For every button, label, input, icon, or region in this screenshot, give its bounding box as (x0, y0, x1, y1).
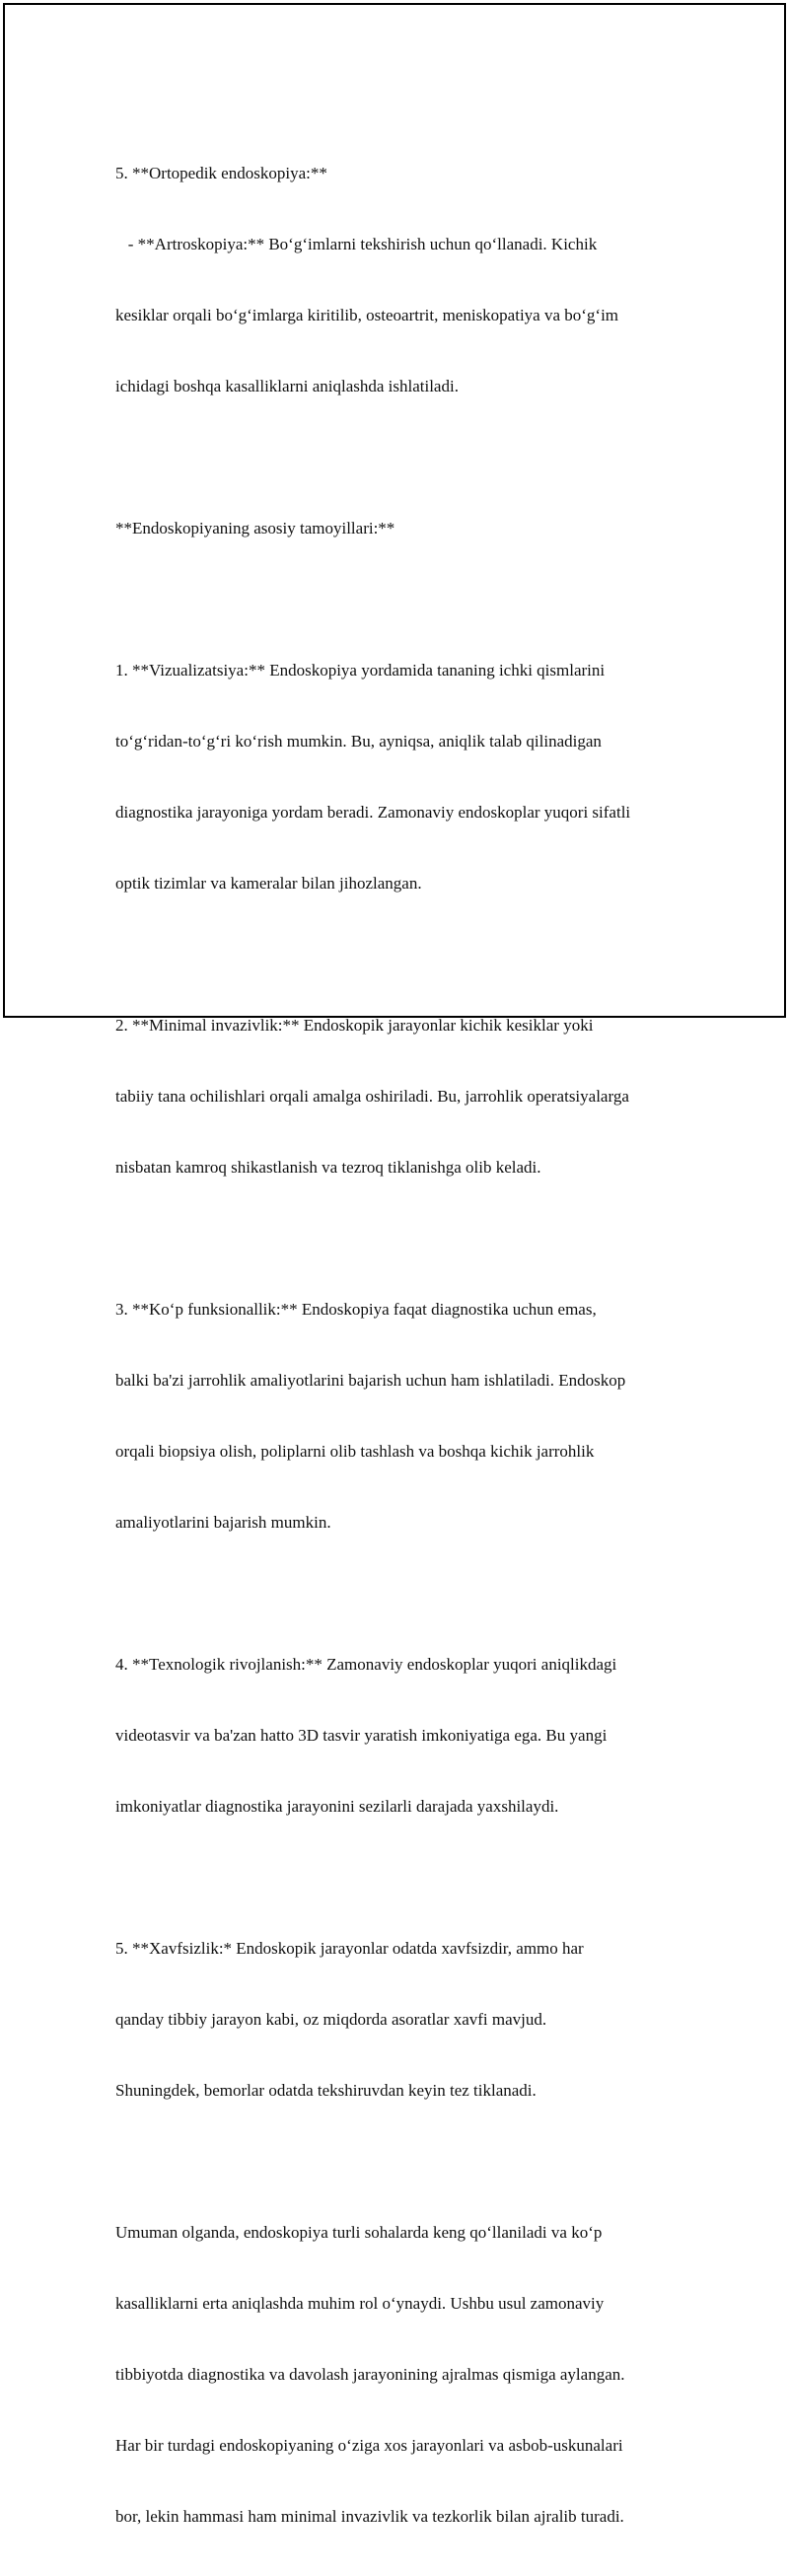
text-line: 3. **Ko‘p funksionallik:** Endoskopiya faqat diagnostika uchun emas, (115, 1300, 597, 1319)
text-line: to‘g‘ridan-to‘g‘ri ko‘rish mumkin. Bu, ayniqsa, aniqlik talab qilinadigan (115, 732, 602, 751)
text-line: Umuman olganda, endoskopiya turli sohalarda keng qo‘llaniladi va ko‘p (115, 2223, 603, 2242)
paragraph-xavfsizlik (115, 1890, 707, 2150)
text-line: - **Artroskopiya:** Bo‘g‘imlarni tekshirish uchun qo‘llanadi. Kichik (115, 235, 598, 253)
text-line: qanday tibbiy jarayon kabi, oz miqdorda asoratlar xavfi mavjud. (115, 2010, 547, 2029)
text-line: kasalliklarni erta aniqlashda muhim rol o‘ynaydi. Ushbu usul zamonaviy (115, 2294, 605, 2313)
document-body (115, 114, 707, 2576)
paragraph-texnologik-rivojlanish (115, 1606, 707, 1866)
paragraph-minimal-invazivlik (115, 966, 707, 1227)
text-line: imkoniyatlar diagnostika jarayonini sezilarli darajada yaxshilaydi. (115, 1797, 559, 1816)
paragraph-ortopedik-endoskopiya (115, 114, 707, 446)
section-heading (115, 469, 707, 588)
text-line: 5. **Xavfsizlik:* Endoskopik jarayonlar odatda xavfsizdir, ammo har (115, 1939, 584, 1958)
text-line: 1. **Vizualizatsiya:** Endoskopiya yordamida tananing ichki qismlarini (115, 661, 606, 680)
text-line: kesiklar orqali bo‘g‘imlarga kiritilib, osteoartrit, meniskopatiya va bo‘g‘im (115, 306, 619, 324)
text-line: amaliyotlarini bajarish mumkin. (115, 1513, 331, 1532)
text-line: optik tizimlar va kameralar bilan jihozlangan. (115, 874, 422, 893)
text-line: orqali biopsiya olish, poliplarni olib tashlash va boshqa kichik jarrohlik (115, 1442, 595, 1461)
text-line: diagnostika jarayoniga yordam beradi. Zamonaviy endoskoplar yuqori sifatli (115, 803, 631, 822)
text-line: tabiiy tana ochilishlari orqali amalga oshiriladi. Bu, jarrohlik operatsiyalarga (115, 1087, 629, 1106)
text-line: balki ba'zi jarrohlik amaliyotlarini bajarish uchun ham ishlatiladi. Endoskop (115, 1371, 626, 1390)
paragraph-vizualizatsiya (115, 611, 707, 943)
text-line: videotasvir va ba'zan hatto 3D tasvir yaratish imkoniyatiga ega. Bu yangi (115, 1726, 608, 1745)
text-line: bor, lekin hammasi ham minimal invazivlik va tezkorlik bilan ajralib turadi. (115, 2507, 624, 2526)
text-line: tibbiyotda diagnostika va davolash jarayonining ajralmas qismiga aylangan. (115, 2365, 625, 2384)
paragraph-kop-funksionallik (115, 1251, 707, 1582)
paragraph-conclusion (115, 2174, 707, 2576)
text-line: 2. **Minimal invazivlik:** Endoskopik jarayonlar kichik kesiklar yoki (115, 1016, 594, 1035)
text-line: Har bir turdagi endoskopiyaning o‘ziga xos jarayonlari va asbob-uskunalari (115, 2436, 623, 2455)
text-line: 4. **Texnologik rivojlanish:** Zamonaviy endoskoplar yuqori aniqlikdagi (115, 1655, 617, 1674)
text-line: Shuningdek, bemorlar odatda tekshiruvdan keyin tez tiklanadi. (115, 2081, 537, 2100)
text-line: ichidagi boshqa kasalliklarni aniqlashda ishlatiladi. (115, 377, 459, 395)
text-line: **Endoskopiyaning asosiy tamoyillari:** (115, 519, 395, 537)
text-line: 5. **Ortopedik endoskopiya:** (115, 164, 327, 182)
text-line: nisbatan kamroq shikastlanish va tezroq tiklanishga olib keladi. (115, 1158, 541, 1177)
